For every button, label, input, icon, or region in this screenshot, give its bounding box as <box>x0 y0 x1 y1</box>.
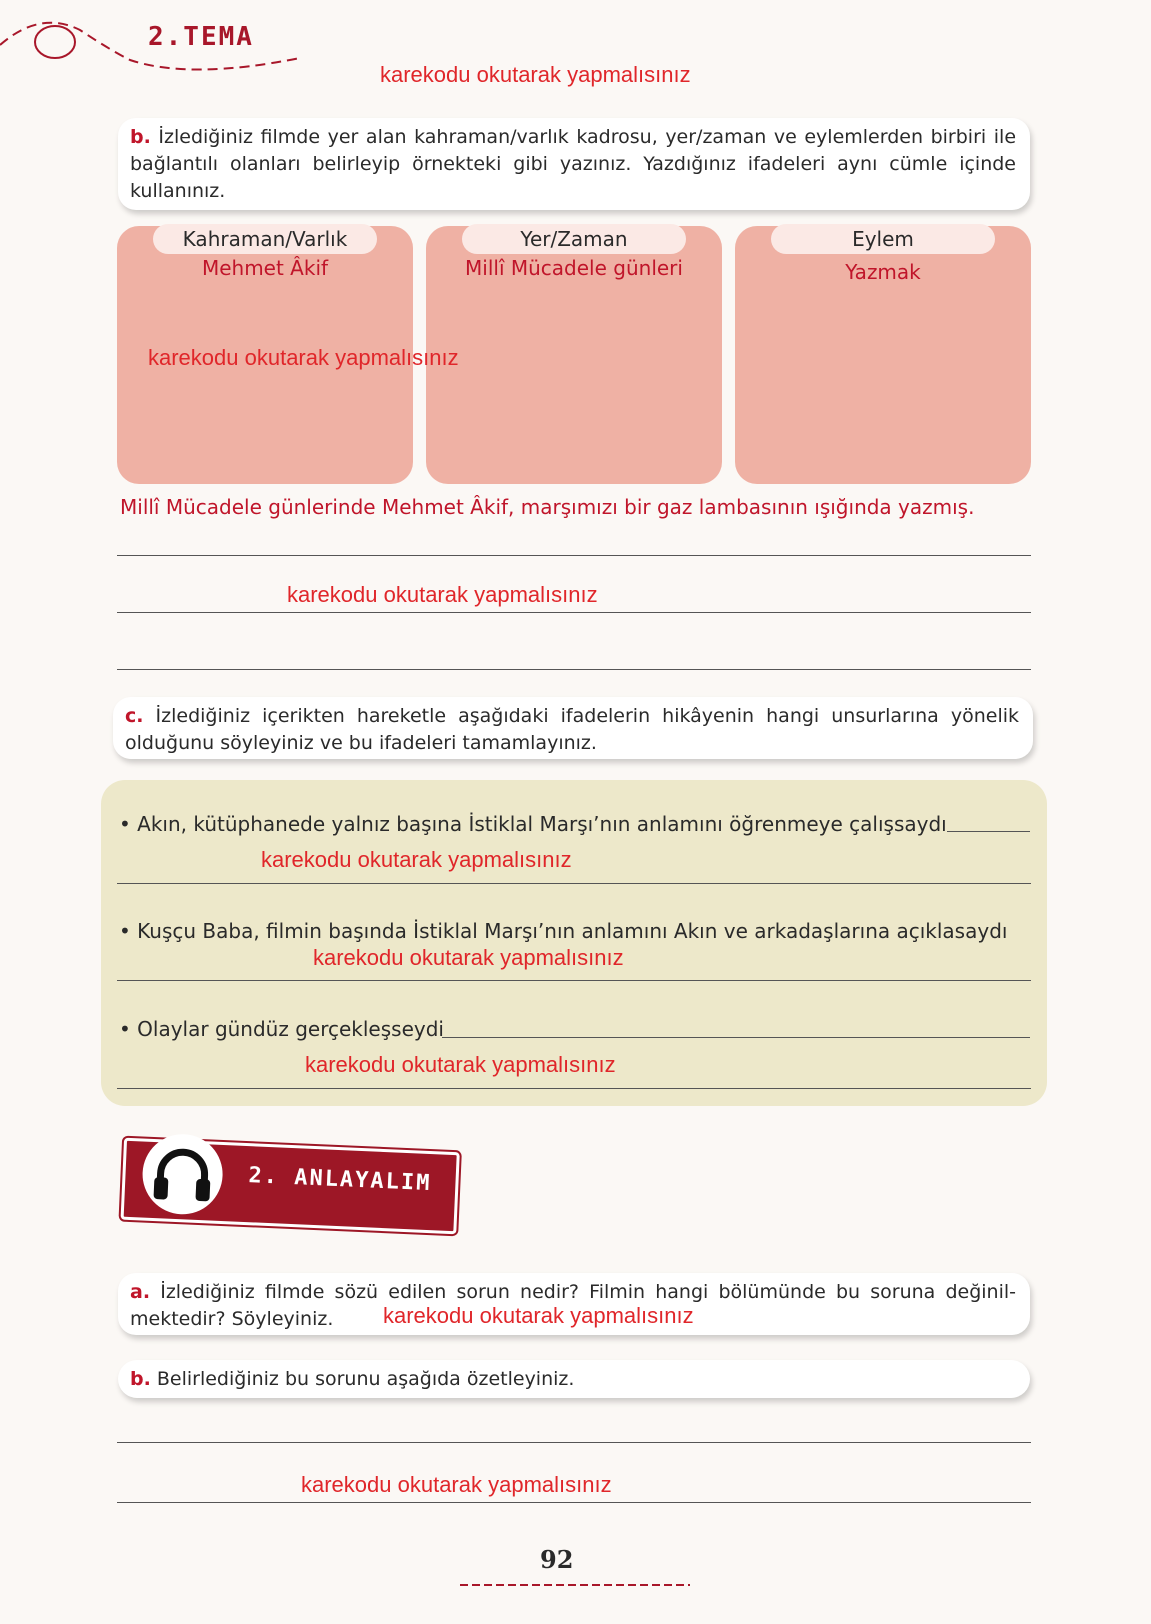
question-label: b. <box>130 1368 151 1390</box>
writing-line <box>117 612 1031 613</box>
instruction-text: İzlediğiniz içerikten hareketle aşağıdaki ifadelerin hikâyenin hangi unsurlarına yönelik olduğunu söyleyiniz ve bu ifadeleri tamamlayınız. <box>125 705 1020 754</box>
question-label: a. <box>130 1281 151 1303</box>
box-value: Yazmak <box>845 260 921 284</box>
writing-line <box>117 1088 1031 1089</box>
anlayalim-banner <box>120 1138 462 1243</box>
writing-line <box>117 980 1031 981</box>
writing-line <box>947 831 1030 832</box>
writing-line <box>117 1502 1031 1503</box>
instruction-b <box>118 118 1030 210</box>
writing-line <box>117 669 1031 670</box>
box-value: Mehmet Âkif <box>201 256 329 280</box>
banner-title: 2. ANLAYALIM <box>248 1163 432 1197</box>
qr-note: karekodu okutarak yapmalısınız <box>261 847 572 872</box>
completion-item: • Kuşçu Baba, filmin başında İstiklal Marşı’nın anlamını Akın ve arkadaşlarına açıklasaydı <box>119 919 1008 943</box>
box-header: Kahraman/Varlık <box>153 224 377 254</box>
box-action <box>735 226 1031 484</box>
box-header: Yer/Zaman <box>462 224 686 254</box>
qr-note: karekodu okutarak yapmalısınız <box>383 1303 694 1328</box>
qr-note: karekodu okutarak yapmalısınız <box>305 1052 616 1077</box>
box-value: Millî Mücadele günleri <box>465 256 683 280</box>
writing-line <box>117 555 1031 556</box>
instruction-c <box>113 697 1033 759</box>
instruction-label: c. <box>125 705 144 727</box>
headphones-icon <box>141 1133 224 1216</box>
question-text: İzlediğiniz filmde sözü edilen sorun nedir? Filmin hangi bölümünde bu soruna değinil-mektedir? Söyleyiniz. <box>130 1281 1017 1330</box>
box-header: Eylem <box>771 224 995 254</box>
example-sentence: Millî Mücadele günlerinde Mehmet Âkif, marşımızı bir gaz lambasının ışığında yazmış. <box>120 495 975 519</box>
completion-item: • Olaylar gündüz gerçekleşseydi <box>119 1017 444 1041</box>
question-text: Belirlediğiniz bu sorunu aşağıda özetleyiniz. <box>156 1368 575 1390</box>
qr-note: karekodu okutarak yapmalısınız <box>301 1472 612 1497</box>
box-place-time <box>426 226 722 484</box>
writing-line <box>117 1442 1031 1443</box>
qr-note: karekodu okutarak yapmalısınız <box>313 945 624 970</box>
instruction-label: b. <box>130 126 151 148</box>
footer-decoration <box>460 1580 690 1590</box>
theme-title: 2.TEMA <box>148 22 254 52</box>
question-b <box>118 1360 1030 1398</box>
completion-item: • Akın, kütüphanede yalnız başına İstiklal Marşı’nın anlamını öğrenmeye çalışsaydı <box>119 812 947 836</box>
instruction-text: İzlediğiniz filmde yer alan kahraman/varlık kadrosu, yer/zaman ve eylemlerden birbiri ile bağlantılı olanları belirleyip örnekteki gibi yazınız. Yazdığınız ifadeleri aynı cümle içinde kullanınız. <box>130 126 1017 202</box>
qr-note: karekodu okutarak yapmalısınız <box>287 582 598 607</box>
writing-line <box>442 1037 1030 1038</box>
qr-note: karekodu okutarak yapmalısınız <box>148 345 459 370</box>
qr-note: karekodu okutarak yapmalısınız <box>380 62 691 87</box>
page-number: 92 <box>540 1545 574 1574</box>
writing-line <box>117 883 1031 884</box>
